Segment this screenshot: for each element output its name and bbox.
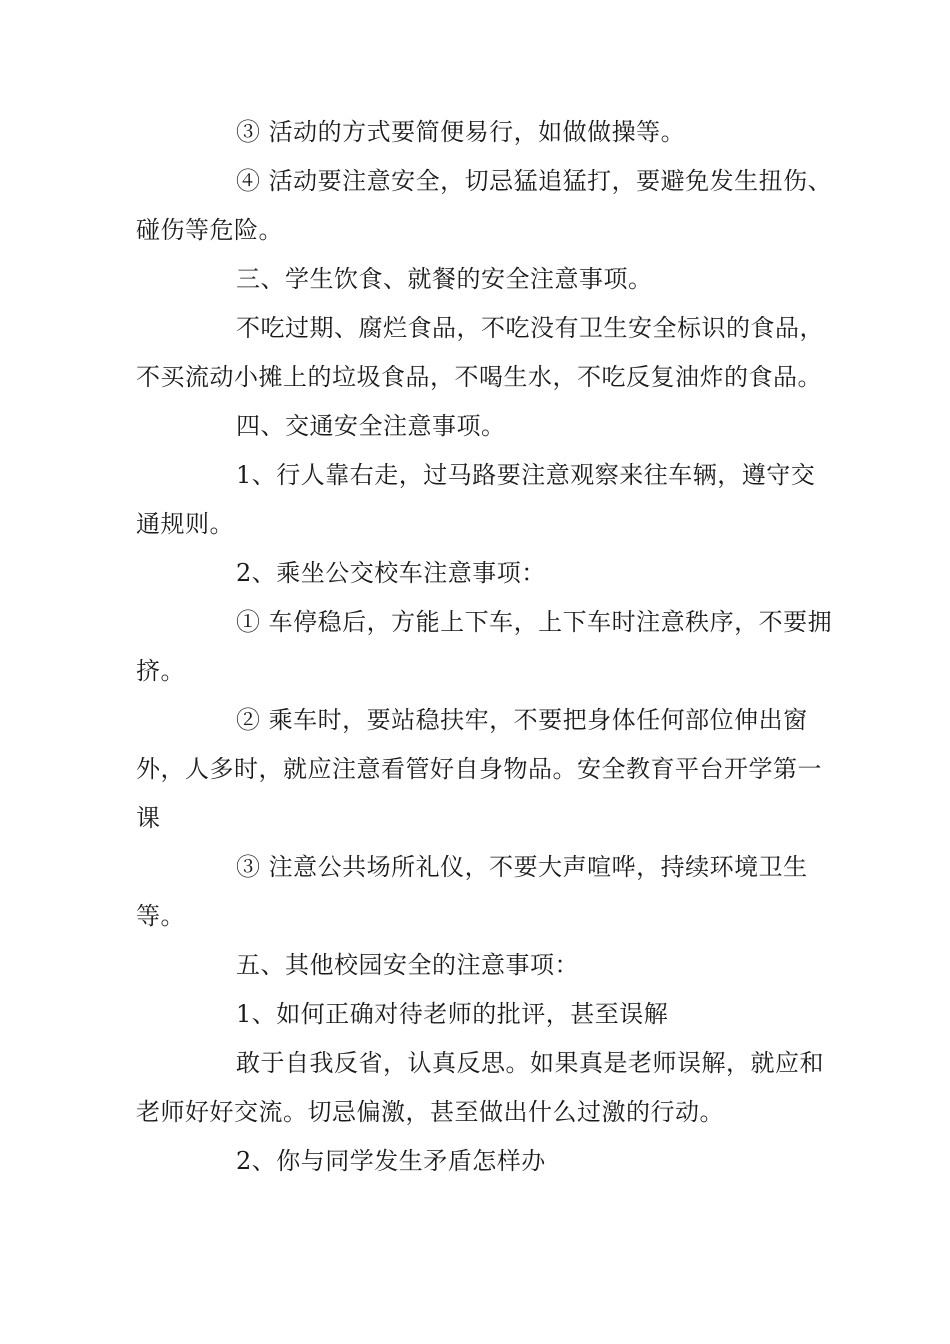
paragraph-activity-safety: ④ 活动要注意安全，切忌猛追猛打，要避免发生扭伤、碰伤等危险。 — [136, 167, 833, 244]
section-heading-food-safety: 三、学生饮食、就餐的安全注意事项。 — [236, 265, 653, 293]
paragraph-self-reflection: 敢于自我反省，认真反思。如果真是老师误解，就应和老师好好交流。切忌偏激，甚至做出什么过激的行动。 — [136, 1049, 824, 1126]
paragraph-pedestrian-rules: 1、行人靠右走，过马路要注意观察来往车辆，遵守交通规则。 — [136, 461, 816, 538]
document-body — [136, 108, 836, 1186]
paragraph-bus-boarding: ① 车停稳后，方能上下车，上下车时注意秩序，不要拥挤。 — [136, 608, 833, 685]
paragraph-public-etiquette: ③ 注意公共场所礼仪，不要大声喧哗，持续环境卫生等。 — [136, 853, 808, 930]
paragraph-bus-riding: ② 乘车时，要站稳扶牢，不要把身体任何部位伸出窗外，人多时，就应注意看管好自身物品。安全教育平台开学第一课 — [136, 706, 822, 832]
section-heading-traffic-safety: 四、交通安全注意事项。 — [236, 412, 506, 440]
paragraph-bus-heading: 2、乘坐公交校车注意事项： — [236, 559, 546, 587]
section-heading-other-safety: 五、其他校园安全的注意事项： — [236, 951, 579, 979]
paragraph-teacher-criticism: 1、如何正确对待老师的批评，甚至误解 — [236, 1000, 669, 1028]
paragraph-activity-method: ③ 活动的方式要简便易行，如做做操等。 — [236, 118, 686, 146]
paragraph-classmate-conflict: 2、你与同学发生矛盾怎样办 — [236, 1147, 546, 1175]
paragraph-food-rules: 不吃过期、腐烂食品，不吃没有卫生安全标识的食品，不买流动小摊上的垃圾食品，不喝生水，不吃反复油炸的食品。 — [136, 314, 824, 391]
